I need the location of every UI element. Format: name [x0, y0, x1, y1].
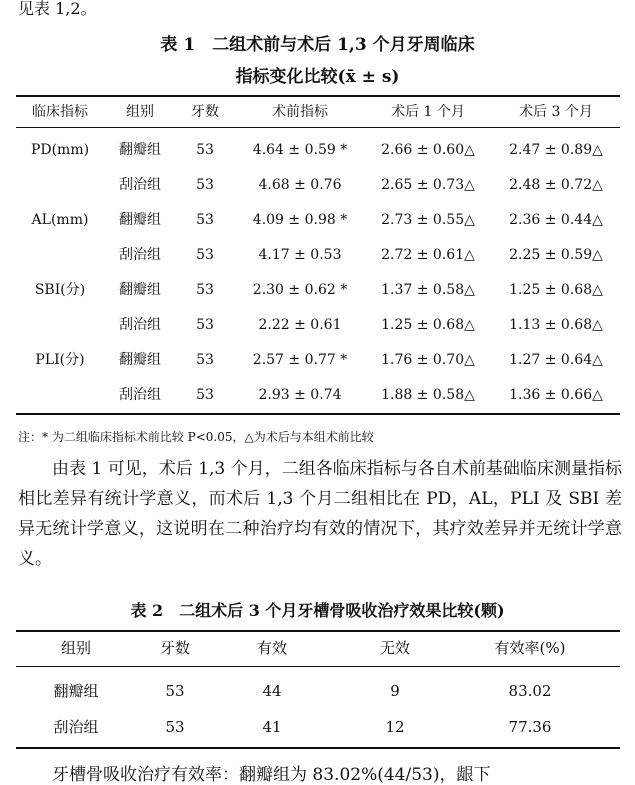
table1-cell: 53	[196, 177, 214, 193]
table1-cell: 2.73 ± 0.55△	[381, 212, 475, 228]
table1-cell: 刮治组	[119, 247, 161, 263]
table2-header-cell: 牙数	[159, 639, 191, 657]
table1-cell: 2.57 ± 0.77 *	[252, 352, 348, 368]
table1-header-cell: 牙数	[191, 104, 219, 120]
table1-cell: 1.27 ± 0.64△	[509, 352, 603, 368]
table1-top-rule	[16, 95, 620, 97]
table1-cell: 2.30 ± 0.62 *	[252, 282, 348, 298]
table1-cell: SBI(分)	[34, 282, 86, 298]
table1-header-cell: 临床指标	[32, 104, 88, 120]
table2-cell: 翻瓣组	[53, 682, 99, 700]
table1-cell: 刮治组	[119, 177, 161, 193]
table1-cell: 4.64 ± 0.59 *	[252, 142, 348, 158]
table1-cell: 2.93 ± 0.74	[258, 387, 342, 403]
table2-cell: 53	[165, 718, 185, 736]
table1-cell: 翻瓣组	[119, 212, 161, 228]
table1-cell: 53	[196, 212, 214, 228]
table1-bottom-rule	[16, 413, 620, 415]
table1-cell: 1.88 ± 0.58△	[381, 387, 475, 403]
table2-cell: 83.02	[508, 682, 552, 700]
table1-cell: 刮治组	[119, 317, 161, 333]
table1-cell: 53	[196, 247, 214, 263]
table1-note: 注：* 为二组临床指标术前比较 P<0.05，△为术后与本组术前比较	[18, 430, 374, 444]
table1-cell: 1.36 ± 0.66△	[509, 387, 603, 403]
table1-cell: 53	[196, 352, 214, 368]
table1-cell: 4.09 ± 0.98 *	[252, 212, 348, 228]
table1-header-rule	[16, 127, 620, 128]
table1-header-cell: 术后 1 个月	[391, 104, 465, 120]
table1-header-cell: 组别	[126, 104, 154, 120]
table1-cell: 翻瓣组	[119, 282, 161, 298]
table1-cell: 1.25 ± 0.68△	[509, 282, 603, 298]
table1-cell: 53	[196, 387, 214, 403]
table1-header-cell: 术后 3 个月	[519, 104, 593, 120]
table2-header-cell: 组别	[60, 639, 92, 657]
table1-cell: 翻瓣组	[119, 352, 161, 368]
last-text-line: 牙槽骨吸收治疗有效率：翻瓣组为 83.02%(44/53)，龈下	[52, 765, 491, 785]
table1-cell: 53	[196, 317, 214, 333]
table1-cell: 2.36 ± 0.44△	[509, 212, 603, 228]
table1-cell: 2.25 ± 0.59△	[509, 247, 603, 263]
table1-cell: 2.22 ± 0.61	[258, 317, 342, 333]
table1-cell: 翻瓣组	[119, 142, 161, 158]
table1-cell: 2.47 ± 0.89△	[509, 142, 603, 158]
table2-header-rule	[16, 666, 620, 667]
table2-cell: 53	[165, 682, 185, 700]
table1-cell: PLI(分)	[35, 352, 85, 368]
table1-cell: AL(mm)	[31, 212, 89, 228]
top-text-fragment: 见表 1,2。	[18, 0, 97, 18]
table2-header-cell: 有效率(%)	[494, 639, 566, 657]
table1-cell: 53	[196, 282, 214, 298]
table2-cell: 9	[390, 682, 400, 700]
body-paragraph: 由表 1 可见，术后 1,3 个月，二组各临床指标与各自术前基础临床测量指标相比差异有统计学意义，而术后 1,3 个月二组相比在 PD，AL，PLI 及 SBI 差异无统计学意义，这说明在二种治疗均有效的情况下，其疗效差异并无统计学意义。	[18, 459, 622, 569]
table2-title: 表 2 二组术后 3 个月牙槽骨吸收治疗效果比较(颗)	[130, 601, 505, 620]
table2-cell: 刮治组	[53, 718, 99, 736]
table1-cell: 刮治组	[119, 387, 161, 403]
table2-top-rule	[16, 630, 620, 632]
table1-cell: 1.13 ± 0.68△	[509, 317, 603, 333]
table1-cell: 2.65 ± 0.73△	[381, 177, 475, 193]
table1-cell: 4.68 ± 0.76	[258, 177, 342, 193]
table1-cell: 2.48 ± 0.72△	[509, 177, 603, 193]
table1-cell: 53	[196, 142, 214, 158]
table2-cell: 44	[262, 682, 282, 700]
table1-cell: PD(mm)	[30, 142, 90, 158]
table2-cell: 77.36	[508, 718, 552, 736]
table1-cell: 4.17 ± 0.53	[258, 247, 342, 263]
table2-cell: 12	[385, 718, 405, 736]
table1-cell: 1.76 ± 0.70△	[381, 352, 475, 368]
table1-cell: 2.66 ± 0.60△	[381, 142, 475, 158]
table1-cell: 1.37 ± 0.58△	[381, 282, 475, 298]
table2-cell: 41	[262, 718, 282, 736]
table2-header-cell: 有效	[256, 639, 288, 657]
table2-header-cell: 无效	[379, 639, 411, 657]
table1-title-line2: 指标变化比较(x̄ ± s)	[235, 67, 400, 87]
table1-header-cell: 术前指标	[272, 104, 328, 120]
table1-cell: 1.25 ± 0.68△	[381, 317, 475, 333]
table1-cell: 2.72 ± 0.61△	[381, 247, 475, 263]
table1-title-line1: 表 1 二组术前与术后 1,3 个月牙周临床	[160, 35, 475, 55]
table2-bottom-rule	[16, 747, 620, 749]
